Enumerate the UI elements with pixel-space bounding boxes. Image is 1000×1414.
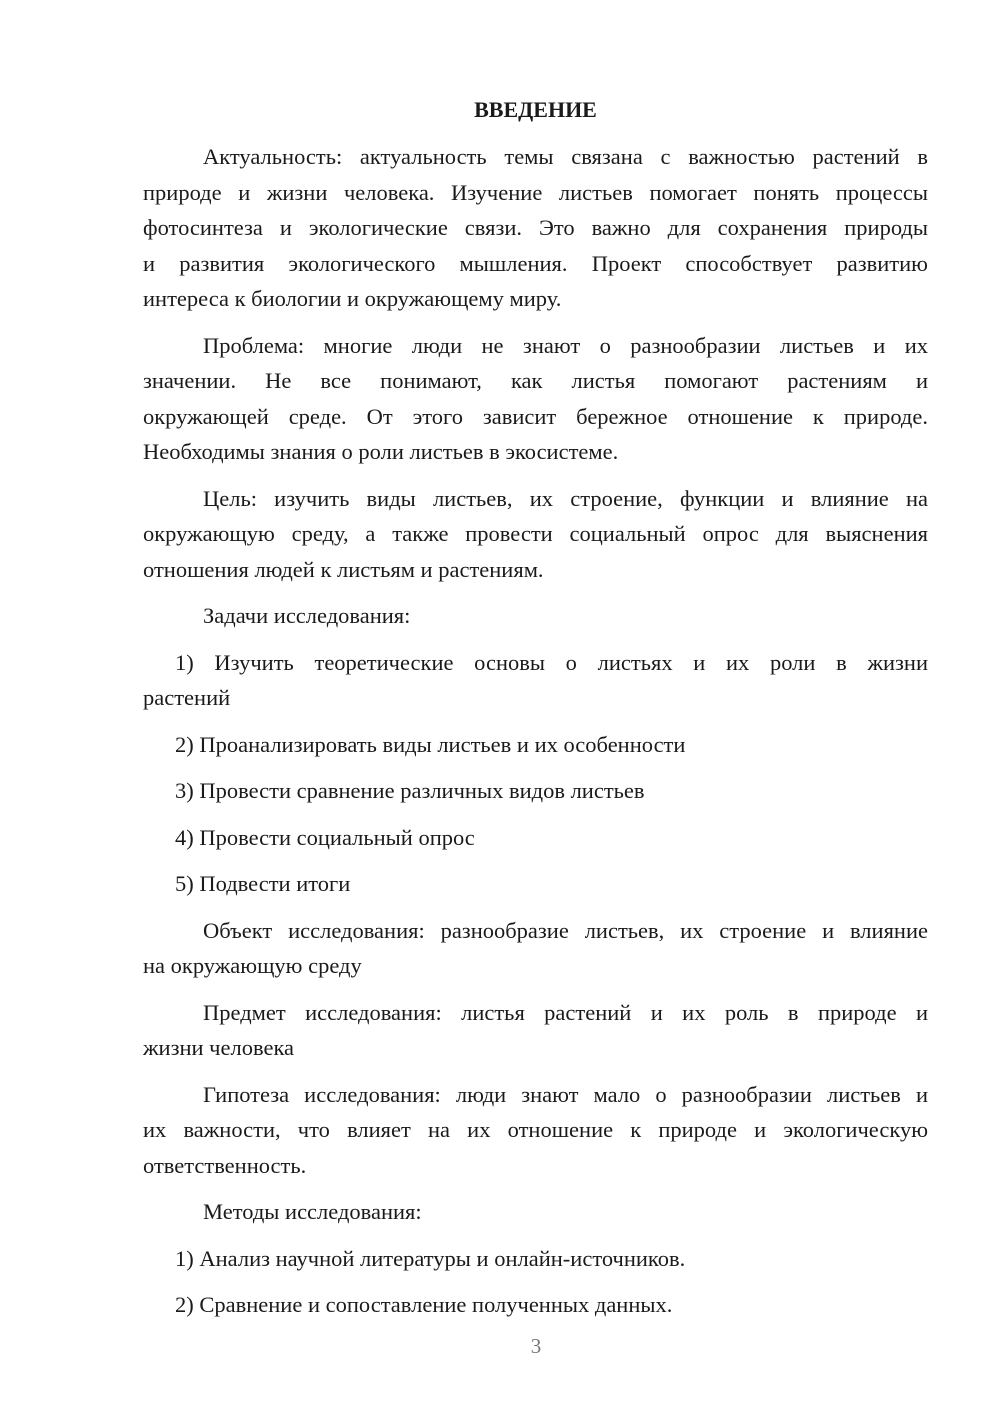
text-line: Предмет исследования: листья растений и их роль в природе и bbox=[203, 999, 928, 1025]
object-paragraph bbox=[143, 913, 928, 984]
text-line: на окружающую среду bbox=[143, 953, 362, 978]
text-line: 2) Сравнение и сопоставление полученных данных. bbox=[175, 1292, 673, 1317]
page-number: 3 bbox=[530, 1334, 542, 1358]
text-line: Актуальность: актуальность темы связана с важностью растений в bbox=[203, 144, 928, 169]
text-line: Проблема: многие люди не знают о разнообразии листьев и их bbox=[203, 332, 928, 358]
problem-paragraph bbox=[143, 328, 928, 470]
page-title: ВВЕДЕНИЕ bbox=[474, 97, 597, 122]
relevance-paragraph bbox=[143, 139, 928, 317]
text-line: окружающей среде. От этого зависит бережное отношение к природе. bbox=[143, 403, 928, 429]
text-line: фотосинтеза и экологические связи. Это важно для сохранения природы bbox=[143, 215, 928, 240]
text-line: значении. Не все понимают, как листья помогают растениям и bbox=[143, 368, 928, 393]
text-line: и развития экологического мышления. Проект способствует развитию bbox=[143, 250, 928, 276]
text-line: ответственность. bbox=[143, 1152, 307, 1178]
text-line: Цель: изучить виды листьев, их строение, функции и влияние на bbox=[203, 485, 928, 511]
document-page bbox=[143, 92, 928, 1323]
text-line: Методы исследования: bbox=[203, 1199, 422, 1224]
hypothesis-paragraph bbox=[143, 1077, 928, 1184]
text-line: природе и жизни человека. Изучение листьев помогает понять процессы bbox=[143, 179, 928, 205]
text-line: интереса к биологии и окружающему миру. bbox=[143, 286, 562, 311]
task-item bbox=[143, 645, 928, 716]
text-line: 2) Проанализировать виды листьев и их особенности bbox=[175, 731, 686, 757]
text-line: 5) Подвести итоги bbox=[175, 871, 351, 896]
task-item bbox=[143, 820, 928, 856]
text-line: Задачи исследования: bbox=[203, 603, 411, 628]
text-line: их важности, что влияет на их отношение к природе и экологическую bbox=[143, 1117, 928, 1142]
goal-paragraph bbox=[143, 481, 928, 588]
text-line: отношения людей к листьям и растениям. bbox=[143, 556, 544, 582]
method-item bbox=[143, 1241, 928, 1277]
task-item bbox=[143, 727, 928, 763]
tasks-heading bbox=[143, 598, 928, 634]
task-item bbox=[143, 866, 928, 902]
text-line: Необходимы знания о роли листьев в экосистеме. bbox=[143, 439, 619, 464]
method-item bbox=[143, 1287, 928, 1323]
text-line: окружающую среду, а также провести социальный опрос для выяснения bbox=[143, 521, 928, 546]
body-text bbox=[143, 139, 928, 1323]
text-line: Объект исследования: разнообразие листьев, их строение и влияние bbox=[203, 917, 928, 943]
text-line: жизни человека bbox=[143, 1035, 295, 1060]
subject-paragraph bbox=[143, 995, 928, 1066]
task-item bbox=[143, 773, 928, 809]
methods-heading bbox=[143, 1194, 928, 1230]
text-line: растений bbox=[143, 685, 231, 710]
text-line: Гипотеза исследования: люди знают мало о разнообразии листьев и bbox=[203, 1081, 928, 1107]
text-line: 4) Провести социальный опрос bbox=[175, 824, 475, 850]
text-line: 1) Анализ научной литературы и онлайн-источников. bbox=[175, 1245, 686, 1271]
text-line: 3) Провести сравнение различных видов листьев bbox=[175, 778, 645, 803]
text-line: 1) Изучить теоретические основы о листьях и их роли в жизни bbox=[175, 649, 928, 675]
